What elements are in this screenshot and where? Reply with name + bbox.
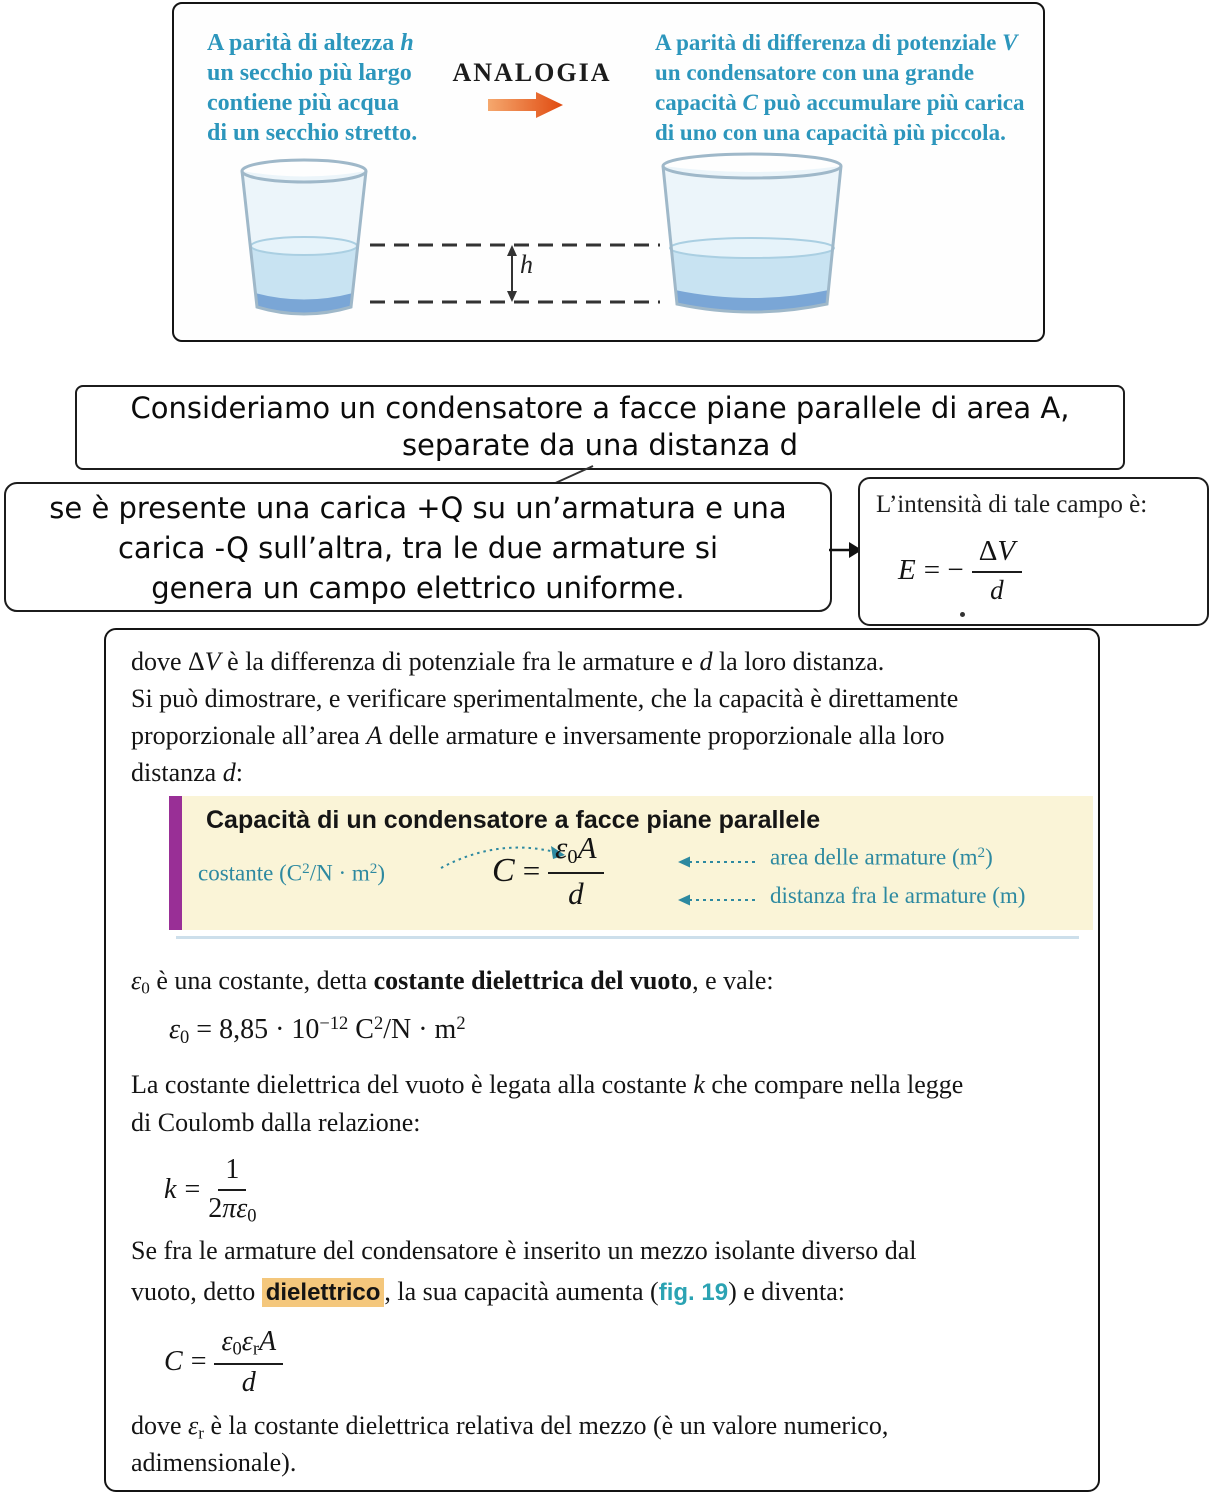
formula-capacitance-dielectric: C = $\frac{\varepsilon_0\varepsilon_rA}{d}$ (164, 1326, 283, 1399)
left-dashed-arrow-icon (677, 856, 761, 868)
callout-line: genera un campo elettrico uniforme. (151, 571, 685, 605)
h-dimension-label: h (520, 250, 533, 279)
formula-coulomb-constant: k = $\frac{1}{2\pi\varepsilon_0}$ (164, 1154, 257, 1226)
formula-electric-field: E = − $\frac{\Delta V}{d}$ (898, 535, 1022, 606)
field-box-title: L’intensità di tale campo è: (876, 491, 1148, 518)
distance-annotation: distanza fra le armature (m) (770, 883, 1026, 908)
callout-line: se è presente una carica +Q su un’armatura e una (49, 491, 787, 525)
text-line: di Coulomb dalla relazione: (131, 1108, 421, 1137)
cutoff-dot (960, 612, 965, 617)
formula-epsilon-zero: $\varepsilon_0 = 8,85 \cdot 10^{-12}$ $C^2/N \cdot m^2$ (169, 1013, 466, 1047)
constant-annotation: costante $(C^2/N \cdot m^2)$ (198, 860, 386, 886)
height-dimension-lines (370, 238, 660, 310)
narrow-glass-illustration (235, 158, 373, 324)
callout-line: carica -Q sull’altra, tra le due armature si (117, 531, 719, 565)
caption-line: di un secchio stretto. (207, 120, 418, 146)
textbook-excerpt-box (104, 628, 1100, 1492)
caption-line: capacità C può accumulare più carica (655, 90, 1025, 115)
field-intensity-box (858, 477, 1209, 626)
text-line: La costante dielettrica del vuoto è legata alla costante k che compare nella legge (131, 1070, 964, 1099)
callout-line: separate da una distanza d (401, 428, 799, 462)
caption-line: un condensatore con una grande (655, 60, 975, 85)
analogia-label: ANALOGIA (452, 58, 612, 87)
text-line: Si può dimostrare, e verificare sperimentalmente, che la capacità è direttamente (131, 684, 959, 713)
wide-glass-illustration (657, 152, 847, 324)
text-line: adimensionale). (131, 1448, 297, 1477)
figure-right-caption (655, 28, 1024, 148)
text-line: dove ΔV è la differenza di potenziale fra le armature e d la loro distanza. (131, 647, 885, 676)
text-line: proporzionale all’area A delle armature e inversamente proporzionale alla loro (131, 721, 945, 750)
law-panel (169, 796, 1093, 930)
formula-capacitance: C = $\frac{\varepsilon_0A}{d}$ (492, 830, 604, 912)
text-line: vuoto, detto dielettrico , la sua capacità aumenta (fig. 19) e diventa: (131, 1277, 846, 1306)
caption-line: un secchio più largo (207, 60, 412, 86)
right-arrow-icon (486, 90, 566, 120)
callout-line: Consideriamo un condensatore a facce piane parallele di area A, (130, 391, 1070, 425)
divider-line (176, 936, 1079, 939)
caption-line: contiene più acqua (207, 90, 400, 116)
caption-line: A parità di altezza h (207, 30, 414, 56)
callout-carica (4, 482, 832, 612)
text-line: dove $\varepsilon_r$ è la costante dielettrica relativa del mezzo (è un valore numerico, (131, 1411, 889, 1443)
callout-consideriamo (75, 385, 1125, 470)
text-line: distanza d: (131, 758, 243, 787)
area-annotation: area delle armature $(m^2)$ (770, 844, 993, 870)
figure-left-caption (207, 28, 417, 148)
caption-line: A parità di differenza di potenziale V (655, 30, 1018, 55)
text-line: $\varepsilon_0$ è una costante, detta costante dielettrica del vuoto, e vale: (131, 966, 774, 998)
left-dashed-arrow-icon (677, 894, 761, 906)
law-panel-title: Capacità di un condensatore a facce piane parallele (206, 806, 821, 834)
text-line: Se fra le armature del condensatore è inserito un mezzo isolante diverso dal (131, 1236, 917, 1265)
caption-line: di uno con una capacità più piccola. (655, 120, 1006, 145)
